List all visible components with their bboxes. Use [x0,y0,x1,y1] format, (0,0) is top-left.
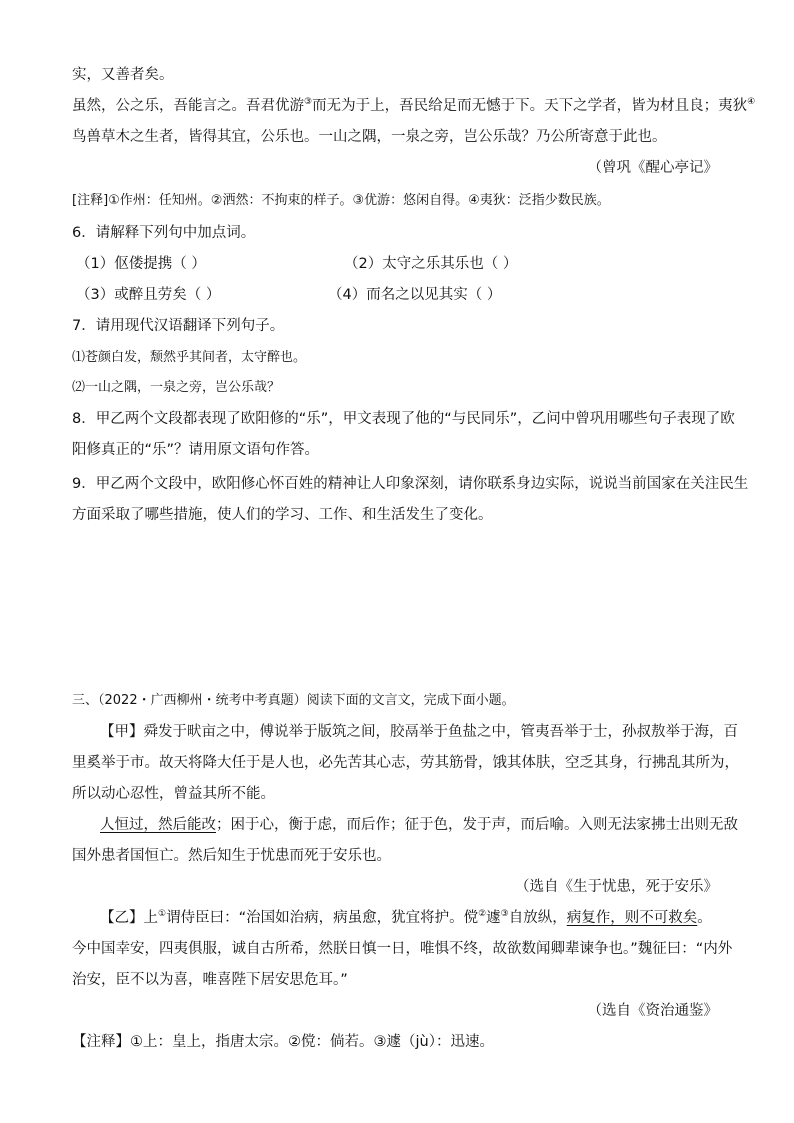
passage-yi-source: （选自《资治通鉴》 [587,1003,718,1019]
passage-jia-line: 所以动心忍性，曾益其所不能。 [72,786,275,802]
passage-text: 虽然，公之乐，吾能言之。吾君优游 [72,98,304,114]
footnote-marker: ① [158,909,167,920]
passage-text: ；困于心，衡于虑，而后作；征于色，发于声，而后喻。入则无法家拂士出则无敌 [216,817,738,833]
question-6-item-3: （3）或醉且劳矣（ ） [76,287,221,303]
passage-line: 鸟兽草木之生者，皆得其宜，公乐也。一山之隅，一泉之旁，岂公乐哉？乃公所寄意于此也。 [72,129,667,145]
question-9-line: 9．甲乙两个文段中，欧阳修心怀百姓的精神让人印象深刻，请你联系身边实际，说说当前国家在关注民生 [72,476,749,492]
footnote-marker: ③ [304,97,313,108]
footnote-marker: ③ [500,909,509,920]
passage-jia-line: 【甲】舜发于畎亩之中，傅说举于版筑之间，胶鬲举于鱼盐之中，管夷吾举于士，孙叔敖举于海，百 [100,724,738,740]
passage-line: 实，又善者矣。 [72,67,174,83]
passage-jia-line: 国外患者国恒亡。然后知生于忧患而死于安乐也。 [72,848,391,864]
passage-jia-line [100,814,750,836]
question-7-stem: 7．请用现代汉语翻译下列句子。 [72,318,285,334]
question-7-sentence-2: ⑵一山之隅，一泉之旁，岂公乐哉？ [72,380,281,395]
footnote-marker: ② [478,909,487,920]
passage-text: 【乙】上 [100,910,158,926]
question-6-item-2: （2）太守之乐其乐也（ ） [344,256,518,272]
passage-yi-notes: 【注释】①上：皇上，指唐太宗。②傥：倘若。③遽（jù）：迅速。 [72,1034,494,1050]
passage-notes: [注释]①作州：任知州。②洒然：不拘束的样子。③优游：悠闲自得。④夷狄：泛指少数民族。 [72,193,610,208]
passage-jia-source: （选自《生于忧患，死于安乐》 [515,879,718,895]
question-6-stem: 6．请解释下列句中加点词。 [72,225,256,241]
underlined-sentence: 人恒过，然后能改 [100,817,216,833]
question-9-line: 方面采取了哪些措施，使人们的学习、工作、和生活发生了变化。 [72,507,493,523]
passage-text: 自放纵， [508,910,567,926]
question-8-line: 8．甲乙两个文段都表现了欧阳修的“乐”，甲文表现了他的“与民同乐”，乙问中曾巩用哪些句子表现了欧 [72,411,735,427]
passage-source: （曾巩《醒心亭记》 [587,160,718,176]
question-6-item-4: （4）而名之以见其实（ ） [328,287,502,303]
passage-text: 遽 [486,910,501,926]
passage-line [72,95,756,117]
section-3-header: 三、（2022・广西柳州・统考中考真题）阅读下面的文言文，完成下面小题。 [72,693,515,708]
question-8-line: 阳修真正的“乐”？请用原文语句作答。 [72,442,320,458]
footnote-marker: ④ [747,97,756,108]
passage-text: 而无为于上，吾民给足而无憾于下。天下之学者，皆为材且良；夷狄 [312,98,748,114]
passage-text: 。 [697,910,712,926]
passage-yi-line: 治安，臣不以为喜，唯喜陛下居安思危耳。” [72,972,348,988]
passage-text: 谓侍臣曰：“治国如治病，病虽愈，犹宜将护。傥 [166,910,479,926]
underlined-sentence: 病复作，则不可救矣 [566,910,698,926]
passage-jia-line: 里奚举于市。故天将降大任于是人也，必先苦其心志，劳其筋骨，饿其体肤，空乏其身，行拂乱其所为， [72,755,739,771]
question-6-item-1: （1）伛偻提携（ ） [76,256,206,272]
passage-yi-line: 今中国幸安，四夷俱服，诚自古所希，然朕日慎一日，唯惧不终，故欲数闻卿辈谏争也。”魏征曰：“内外 [72,941,733,957]
passage-yi-line [100,907,750,929]
question-7-sentence-1: ⑴苍颜白发，颓然乎其间者，太守醉也。 [72,350,307,365]
